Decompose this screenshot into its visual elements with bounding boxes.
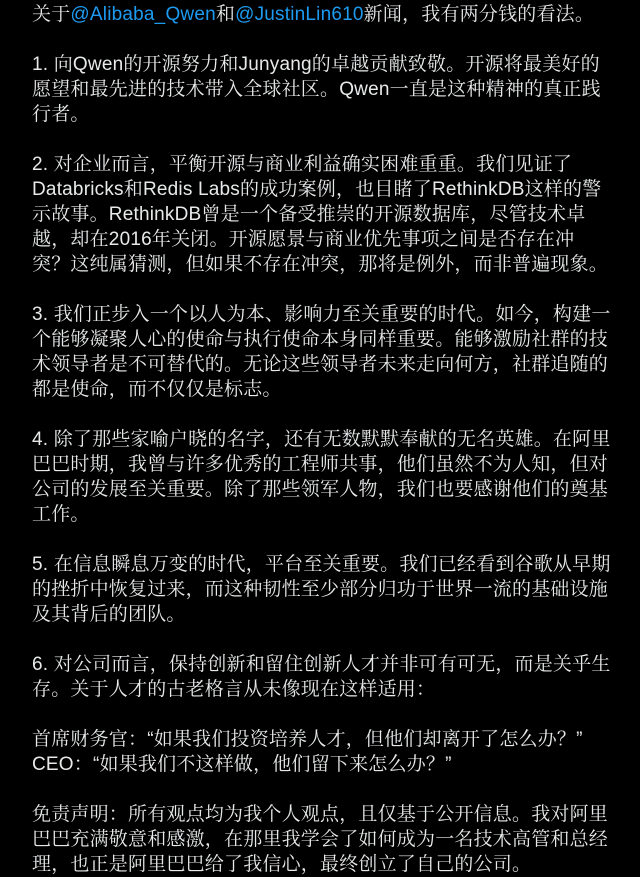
- point-3-people-first-era: 3. 我们正步入一个以人为本、影响力至关重要的时代。如今，构建一个能够凝聚人心的使命与执行使命本身同样重要。能够激励社群的技术领导者是不可替代的。无论这些领导者未来走向何方，社群追随的都是使命，而不仅仅是标志。: [32, 304, 611, 400]
- point-5-platform-matters: 5. 在信息瞬息万变的时代，平台至关重要。我们已经看到谷歌从早期的挫折中恢复过来，而这种韧性至少部分归功于世界一流的基础设施及其背后的团队。: [32, 554, 611, 625]
- cfo-ceo-dialogue: [32, 727, 612, 777]
- point-2-business-balance: 2. 对企业而言，平衡开源与商业利益确实困难重重。我们见证了Databricks和Redis Labs的成功案例，也目睹了RethinkDB这样的警示故事。RethinkDB曾是一个备受推崇的开源数据库，尽管技术卓越，却在2016年关闭。开源愿景与商业优先事项之间是否存在冲突？这纯属猜测，但如果不存在冲突，那将是例外，而非普遍现象。: [32, 154, 609, 275]
- disclaimer-paragraph: 免责声明：所有观点均为我个人观点，且仅基于公开信息。我对阿里巴巴充满敬意和感激，在那里我学会了如何成为一名技术高管和总经理，也正是阿里巴巴给了我信心，最终创立了自己的公司。: [32, 804, 609, 875]
- point-6-talent-retention: 6. 对公司而言，保持创新和留住创新人才并非可有可无，而是关乎生存。关于人才的古老格言从未像现在这样适用：: [32, 654, 611, 700]
- mention-link-justinlin610[interactable]: @JustinLin610: [235, 4, 364, 25]
- intro-connector: 和: [215, 4, 236, 25]
- intro-prefix: 关于: [32, 4, 71, 25]
- intro-line: [32, 2, 612, 27]
- cfo-quote-line: 首席财务官：“如果我们投资培养人才，但他们却离开了怎么办？”: [32, 729, 583, 750]
- ceo-quote-line: CEO：“如果我们不这样做，他们留下来怎么办？”: [32, 754, 452, 775]
- point-1-open-source-tribute: 1. 向Qwen的开源努力和Junyang的卓越贡献致敬。开源将最美好的愿望和最先进的技术带入全球社区。Qwen一直是这种精神的真正践行者。: [32, 54, 601, 125]
- intro-suffix: 新闻，我有两分钱的看法。: [363, 4, 595, 25]
- mention-link-alibaba-qwen[interactable]: @Alibaba_Qwen: [70, 4, 216, 25]
- point-4-unsung-heroes: 4. 除了那些家喻户晓的名字，还有无数默默奉献的无名英雄。在阿里巴巴时期，我曾与许多优秀的工程师共事，他们虽然不为人知，但对公司的发展至关重要。除了那些领军人物，我们也要感谢他们的奠基工作。: [32, 429, 611, 525]
